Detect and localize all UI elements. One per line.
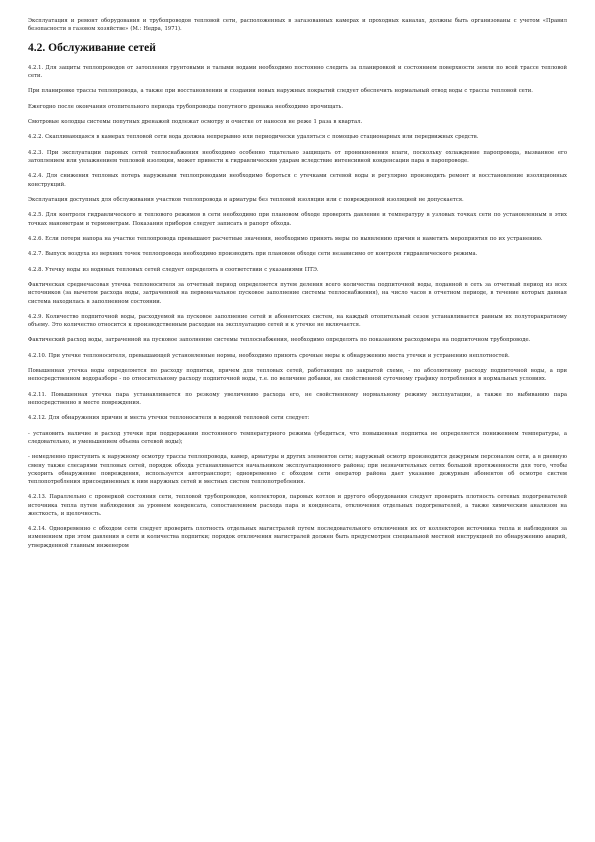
paragraph: 4.2.8. Утечку воды из водяных тепловых сетей следует определять в соответствии с указаниями ПТЭ. (28, 266, 319, 273)
paragraph: - немедленно приступить к наружному осмотру трассы теплопровода, камер, арматуры и других элементов сети; наружный осмотр производится дежурным персоналом сети, а в дневную смену также слесарями тепловых сетей, порядок обхода устанавливается начальником эксплуатационного района; при незначительных сетях большой протяженности для того, чтобы ускорить обнаружение повреждения, используется автотранспорт; одновременно с обходом сети оператор района дает указание дежурным абонентов об осмотре систем теплопотребления присоединенных к ним наружных сетей и местных систем теплопотребления. (28, 454, 567, 486)
paragraph: 4.2.1. Для защиты теплопроводов от затопления грунтовыми и талыми водами необходимо постоянно следить за планировкой и состоянием поверхности земли по всей трассе тепловой сети. (28, 64, 567, 79)
paragraph: Повышенная утечка воды определяется по расходу подпитки, причем для тепловых сетей, работающих по закрытой схеме, - по абсолютному расходу подпиточной воды, а при непосредственном водоразборе - по относительному расходу подпиточной воды, т.е. по величине добавки, не свойственной суточному графику потребления в нормальных условиях. (28, 368, 567, 383)
paragraph: 4.2.12. Для обнаружения причин и места утечки теплоносителя в водяной тепловой сети следует: (28, 415, 310, 422)
paragraph: 4.2.11. Повышенная утечка пара устанавливается по резкому увеличению расхода его, не свойственному нормальному режиму эксплуатации, а также по выбиванию пара непосредственно в месте повреждения. (28, 391, 567, 407)
paragraph: 4.2.6. Если потери напора на участке теплопровода превышают расчетные значения, необходимо принять меры по выявлению причин и наметить мероприятия по их устранению. (28, 235, 543, 242)
paragraph: 4.2.9. Количество подпиточной воды, расходуемой на пусковое заполнение сетей и абонентских систем, на каждый отопительный сезон устанавливается равным их полуторакратному объему. Это количество относится к производственным расходам на эксплуатацию сетей и к утечке не включается. (28, 313, 567, 329)
paragraph: Фактическая среднечасовая утечка теплоносителя за отчетный период определяется путем деления всего количества подпиточной воды, поданной в сеть за отчетный период из всех источников (за вычетом расхода воды, затраченной на первоначальное пусковое заполнение системы теплоснабжения), на число часов в отчетном периоде, в течение которых данная система находилась в заполненном состоянии. (28, 282, 567, 305)
paragraph: 4.2.14. Одновременно с обходом сети следует проверить плотность отдельных магистралей путем последовательного отключения их от коллекторов источника тепла и наблюдения за изменением при этом давления в сети и количества подпитки; порядок отключения магистралей должен быть предусмотрен специальной местной инструкцией по обнаружению аварий, утвержденной главным инженером (28, 526, 567, 549)
paragraph: Эксплуатация доступных для обслуживания участков теплопровода и арматуры без тепловой изоляции или с поврежденной изоляцией не допускается. (28, 196, 464, 203)
paragraph: - установить наличие и расход утечки при поддержании постоянного температурного режима (убедиться, что повышенная подпитка не определяется понижением температуры, а следовательно, и уменьшением объема сетевой воды); (28, 430, 567, 446)
paragraph: 4.2.3. При эксплуатации паровых сетей теплоснабжения необходимо особенно тщательно защищать от проникновения влаги, поскольку охлаждение паропровода, вызванное его затоплением или увлажнением тепловой изоляции, может привести к гидравлическим ударам вследствие интенсивной конденсации пара в паропроводе. (28, 149, 567, 164)
paragraph: 4.2.10. При утечке теплоносителя, превышающей установленные нормы, необходимо принять срочные меры к обнаружению места утечки и устранению неплотностей. (28, 352, 510, 359)
paragraph: 4.2.13. Параллельно с проверкой состояния сети, тепловой трубопроводов, коллекторов, паровых котлов и другого оборудования следует проверить плотность сетевых подогревателей источника тепла путем наблюдения за уровнем конденсата, сопоставлением расхода пара и конденсата, отключения отдельных подогревателей, а также химическим анализом на жесткость, и щелочность. (28, 494, 567, 517)
paragraph: 4.2.5. Для контроля гидравлического и теплового режимов в сети необходимо при плановом обходе проверять давление и температуру в узловых точках сети по установленным в этих точках манометрам и термометрам. Показания приборов следует записать в рапорт обхода. (28, 212, 567, 227)
paragraph: 4.2.4. Для снижения тепловых потерь наружными теплопроводами необходимо бороться с утечками сетевой воды и регулярно производить ремонт и восстановление изоляционных конструкций. (28, 173, 567, 188)
paragraph: 4.2.2. Скапливающаяся в камерах тепловой сети вода должна непрерывно или периодически удаляться с помощью стационарных или передвижных средств. (28, 134, 479, 141)
paragraph: Фактический расход воды, затраченной на пусковое заполнение системы теплоснабжения, необходимо определять по показаниям расходомера на подпиточном трубопроводе. (28, 337, 531, 344)
paragraph: При планировке трассы теплопровода, а также при восстановлении и создании новых наружных покрытий следует обеспечить нормальный отвод воды с трассы тепловой сети. (28, 88, 533, 95)
paragraph: 4.2.7. Выпуск воздуха из верхних точек теплопровода необходимо производить при плановом обходе сети независимо от контроля гидравлического режима. (28, 251, 478, 258)
paragraph: Ежегодно после окончания отопительного периода трубопроводы попутного дренажа необходимо прочищать. (28, 103, 344, 110)
section-title: 4.2. Обслуживание сетей (28, 41, 156, 54)
paragraph: Смотровые колодцы системы попутных дренажей подлежат осмотру и очистке от наносов не реже 1 раза в квартал. (28, 118, 363, 125)
intro-paragraph: Эксплуатация и ремонт оборудования и трубопроводов тепловой сети, расположенных в загазованных камерах и проходных каналах, должны быть организованы с учетом «Правил безопасности в газовом хозяйстве» (М.: Недра, 1971). (28, 18, 567, 33)
